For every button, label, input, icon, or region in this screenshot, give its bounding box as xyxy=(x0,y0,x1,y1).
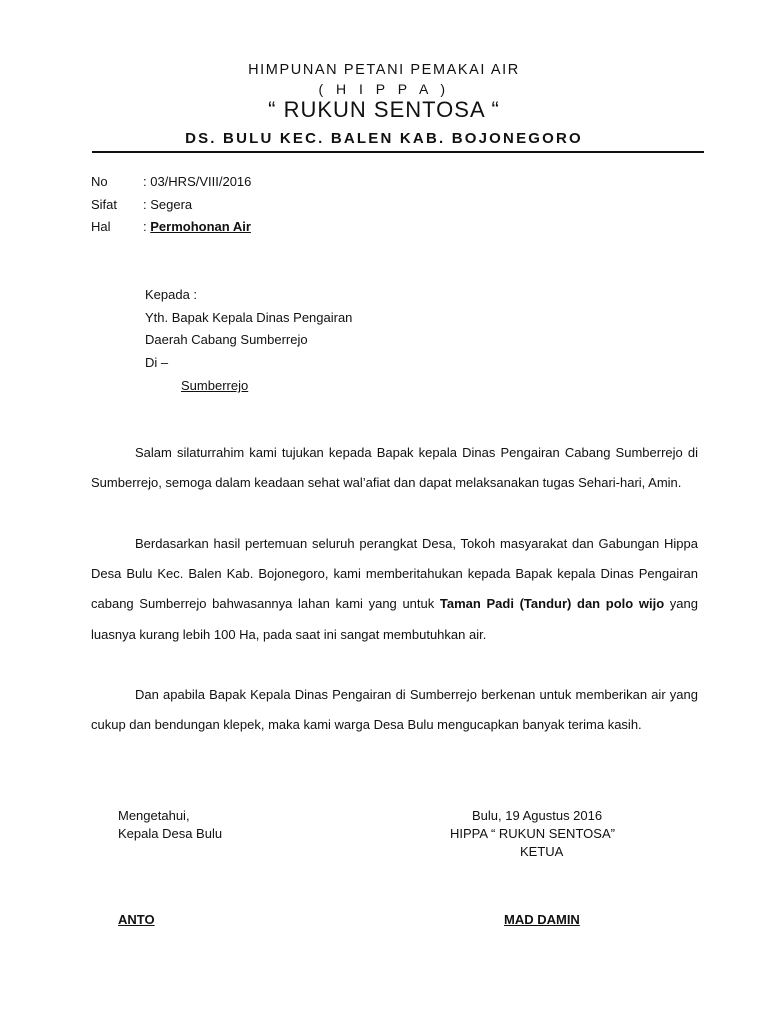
p2-text-a: Berdasarkan hasil pertemuan seluruh perangkat Desa, Tokoh masyarakat dan Gabungan Hippa Desa Bulu Kec. Balen Kab. Bojonegoro, kami memberitahukan kepada Bapak kepala Dinas Pengairan cabang Sumberrejo bahwasannya lahan kami yang untuk xyxy=(91,536,698,612)
p2-bold: Taman Padi (Tandur) dan polo wijo xyxy=(439,596,665,612)
no-label: No xyxy=(91,174,108,189)
sig-left-line2: Kepala Desa Bulu xyxy=(118,826,223,841)
recipient-kepada: Kepada : xyxy=(145,287,198,302)
hal-colon: : xyxy=(143,219,147,234)
org-name: HIMPUNAN PETANI PEMAKAI AIR xyxy=(248,62,520,78)
hal-line xyxy=(143,219,251,234)
sig-left-name: ANTO xyxy=(118,912,155,927)
hal-value: Permohonan Air xyxy=(150,219,251,234)
hal-label: Hal xyxy=(91,219,111,234)
sig-right-org: HIPPA “ RUKUN SENTOSA” xyxy=(450,826,615,841)
body-paragraph-3 xyxy=(91,680,698,740)
recipient-di: Di – xyxy=(145,355,169,370)
recipient-line2: Daerah Cabang Sumberrejo xyxy=(145,332,308,347)
body-paragraph-1 xyxy=(91,438,698,498)
recipient-line1: Yth. Bapak Kepala Dinas Pengairan xyxy=(145,310,353,325)
org-address: DS. BULU KEC. BALEN KAB. BOJONEGORO xyxy=(185,130,583,147)
sig-left-line1: Mengetahui, xyxy=(118,808,190,823)
sifat-label: Sifat xyxy=(91,197,118,212)
org-abbrev: ( H I P P A ) xyxy=(318,81,450,97)
sifat-value: : Segera xyxy=(143,197,193,212)
body-paragraph-2 xyxy=(91,529,698,650)
recipient-place: Sumberrejo xyxy=(181,378,249,393)
group-name: “ RUKUN SENTOSA “ xyxy=(268,97,500,122)
sig-right-name: MAD DAMIN xyxy=(504,912,580,927)
header-divider xyxy=(92,151,704,153)
p2-text-b: yang luasnya kurang lebih 100 Ha, pada saat ini sangat membutuhkan air. xyxy=(91,596,698,642)
p1-text: Salam silaturrahim kami tujukan kepada Bapak kepala Dinas Pengairan Cabang Sumberrejo di Sumberrejo, semoga dalam keadaan sehat wal’afiat dan dapat melaksanakan tugas Sehari-hari, Amin. xyxy=(91,445,698,491)
sig-right-title: KETUA xyxy=(520,844,564,859)
p3-text: Dan apabila Bapak Kepala Dinas Pengairan di Sumberrejo berkenan untuk memberikan air yang cukup dan bendungan klepek, maka kami warga Desa Bulu mengucapkan banyak terima kasih. xyxy=(91,687,698,733)
sig-right-date: Bulu, 19 Agustus 2016 xyxy=(472,808,603,823)
no-value: : 03/HRS/VIII/2016 xyxy=(143,174,252,189)
